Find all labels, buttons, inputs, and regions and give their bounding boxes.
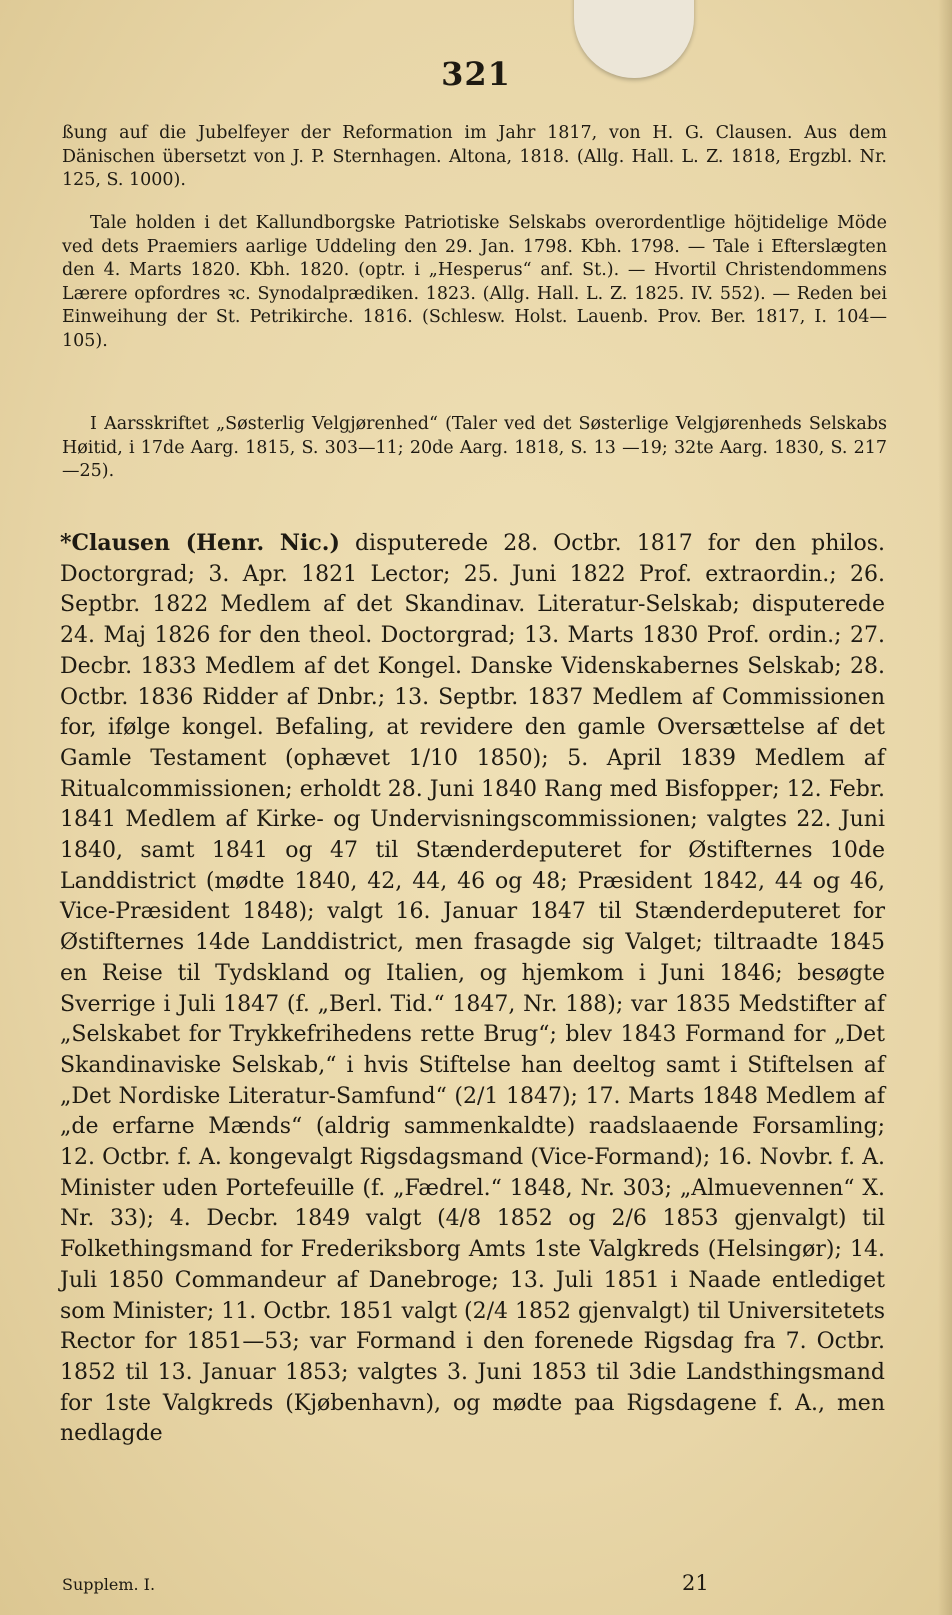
aarsskrift-text-block	[62, 413, 887, 484]
paragraph-aarsskrift: I Aarsskriftet „Søsterlig Velgjørenhed“ (Taler ved det Søsterlige Velgjørenheds Selskabs Høitid, i 17de Aarg. 1815, S. 303—11; 20de Aarg. 1818, S. 13 —19; 32te Aarg. 1830, S. 217—25).	[62, 414, 887, 481]
main-entry	[60, 528, 885, 1450]
footer-sheet-number: 21	[682, 1571, 709, 1595]
page-edge-shade	[938, 0, 952, 1615]
page-number: 321	[441, 55, 511, 93]
entry-body: disputerede 28. Octbr. 1817 for den philos. Doctorgrad; 3. Apr. 1821 Lector; 25. Juni 1822 Prof. extraordin.; 26. Septbr. 1822 Medlem af det Skandinav. Literatur-Selskab; disputerede 24. Maj 1826 for den theol. Doctorgrad; 13. Marts 1830 Prof. ordin.; 27. Decbr. 1833 Medlem af det Kongel. Danske Videnskabernes Selskab; 28. Octbr. 1836 Ridder af Dnbr.; 13. Septbr. 1837 Medlem af Commissionen for, ifølge kongel. Befaling, at revidere den gamle Oversættelse af det Gamle Testament (ophævet 1/10 1850); 5. April 1839 Medlem af Ritualcommissionen; erholdt 28. Juni 1840 Rang med Bisfopper; 12. Febr. 1841 Medlem af Kirke- og Undervisningscommissionen; valgtes 22. Juni 1840, samt 1841 og 47 til Stænderdeputeret for Østifternes 10de Landdistrict (mødte 1840, 42, 44, 46 og 48; Præsident 1842, 44 og 46, Vice-Præsident 1848); valgt 16. Januar 1847 til Stænderdeputeret for Østifternes 14de Landdistrict, men frasagde sig Valget; tiltraadte 1845 en Reise til Tydskland og Italien, og hjemkom i Juni 1846; besøgte Sverrige i Juli 1847 (f. „Berl. Tid.“ 1847, Nr. 188); var 1835 Medstifter af „Selskabet for Trykkefrihedens rette Brug“; blev 1843 Formand for „Det Skandinaviske Selskab,“ i hvis Stiftelse han deeltog samt i Stiftelsen af „Det Nordiske Literatur-Samfund“ (2/1 1847); 17. Marts 1848 Medlem af „de erfarne Mænds“ (aldrig sammenkaldte) raadslaaende Forsamling; 12. Octbr. f. A. kongevalgt Rigsdagsmand (Vice-Formand); 16. Novbr. f. A. Minister uden Portefeuille (f. „Fædrel.“ 1848, Nr. 303; „Almuevennen“ X. Nr. 33); 4. Decbr. 1849 valgt (4/8 1852 og 2/6 1853 gjenvalgt) til Folkethingsmand for Frederiksborg Amts 1ste Valgkreds (Helsingør); 14. Juli 1850 Commandeur af Danebroge; 13. Juli 1851 i Naade entlediget som Minister; 11. Octbr. 1851 valgt (2/4 1852 gjenvalgt) til Universitetets Rector for 1851—53; var Formand i den forenede Rigsdag fra 7. Octbr. 1852 til 13. Januar 1853; valgtes 3. Juni 1853 til 3die Landsthingsmand for 1ste Valgkreds (Kjøbenhavn), og mødte paa Rigsdagene f. A., men nedlagde	[60, 531, 885, 1447]
entry-heading: *Clausen (Henr. Nic.)	[60, 530, 340, 556]
tale-text-block	[62, 212, 887, 353]
paragraph-tale: Tale holden i det Kallundborgske Patriotiske Selskabs overordentlige höjtidelige Möde ved dets Praemiers aarlige Uddeling den 29. Jan. 1798. Kbh. 1798. — Tale i Efterslægten den 4. Marts 1820. Kbh. 1820. (optr. i „Hesperus“ anf. St.). — Hvortil Christendommens Lærere opfordres ꝛc. Synodalprædiken. 1823. (Allg. Hall. L. Z. 1825. IV. 552). — Reden bei Einweihung der St. Petrikirche. 1816. (Schlesw. Holst. Lauenb. Prov. Ber. 1817, I. 104—105).	[62, 213, 887, 351]
paragraph-reformation: ßung auf die Jubelfeyer der Reformation im Jahr 1817, von H. G. Clausen. Aus dem Dänischen übersetzt von J. P. Sternhagen. Altona, 1818. (Allg. Hall. L. Z. 1818, Ergzbl. Nr. 125, S. 1000).	[62, 123, 887, 190]
top-text-block	[62, 122, 887, 193]
footer-signature: Supplem. I.	[62, 1575, 156, 1594]
